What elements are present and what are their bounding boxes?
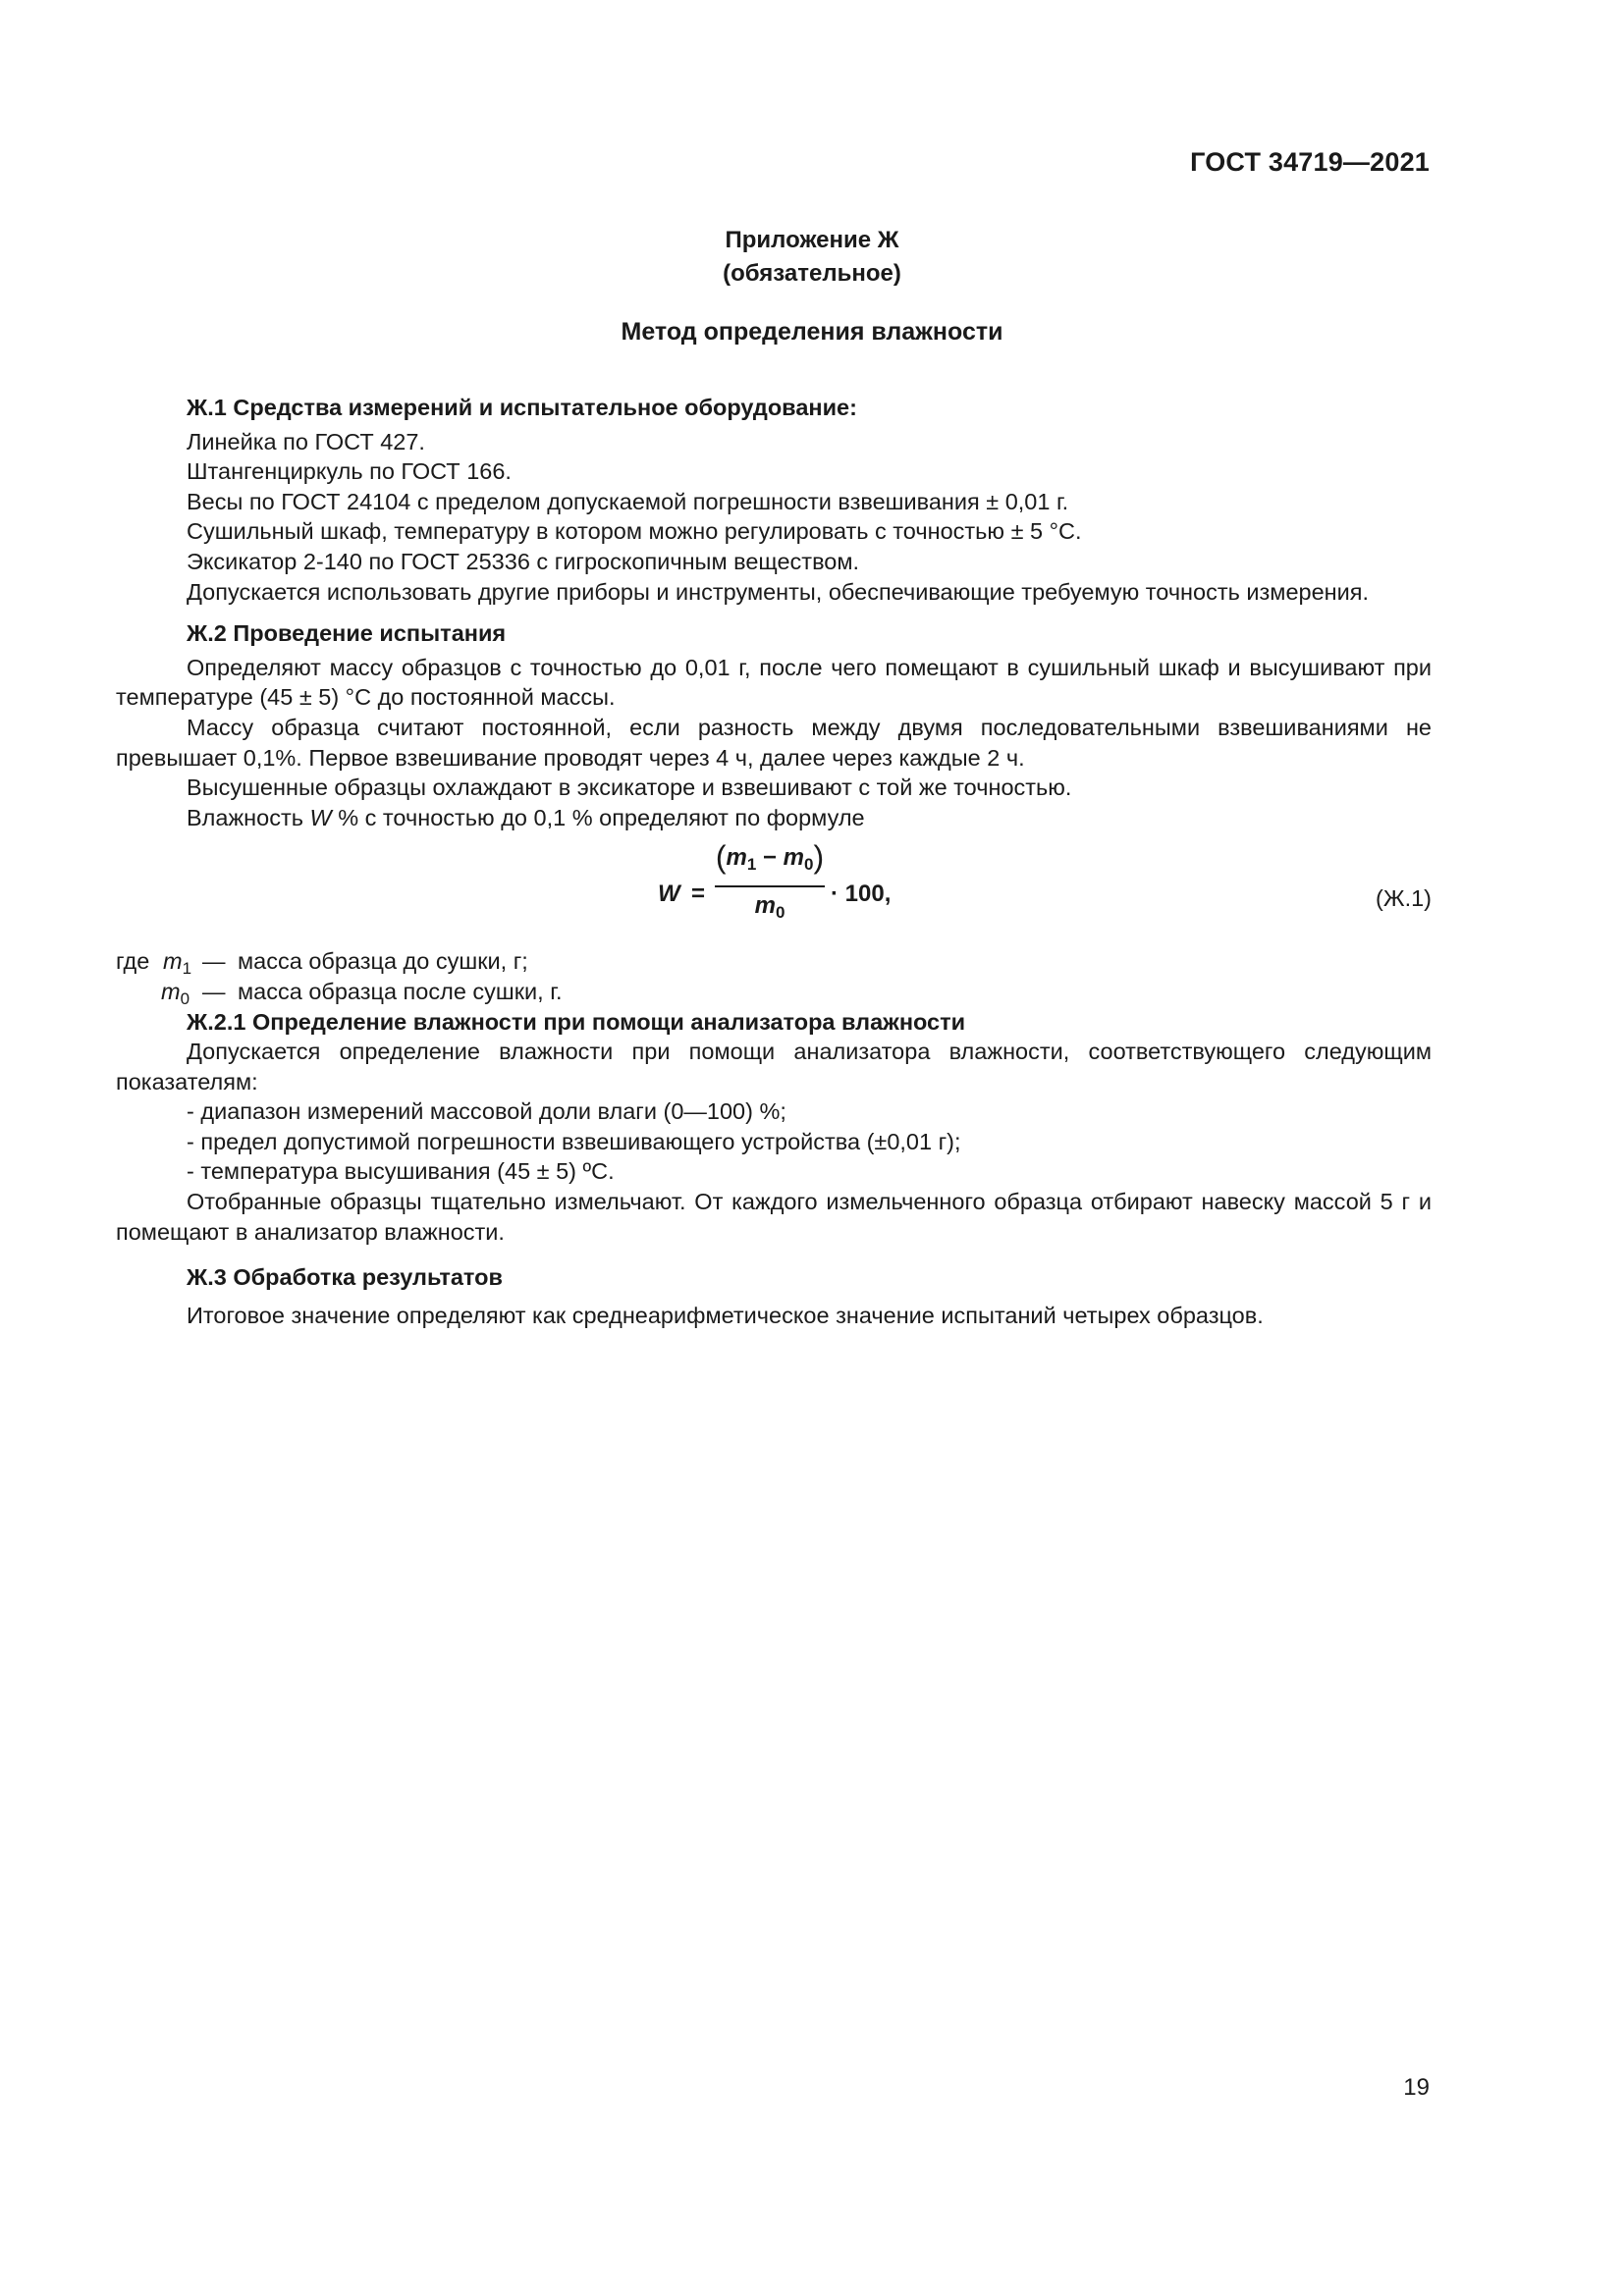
section-2-paragraph-2: Массу образца считают постоянной, если разность между двумя последовательными взвешиваниями не превышает 0,1%. Первое взвешивание проводят через 4 ч, далее через каждые 2 ч. [116, 714, 1432, 771]
legend-row-m1 [116, 946, 1432, 977]
list-item: Эксикатор 2-140 по ГОСТ 25336 с гигроскопичным веществом. [187, 548, 860, 574]
list-item: Весы по ГОСТ 24104 с пределом допускаемой погрешности взвешивания ± 0,01 г. [187, 488, 1069, 514]
legend-variable: $m_0$ [161, 978, 190, 1008]
formula-lhs: W [658, 881, 680, 908]
document-title: Метод определения влажности [621, 318, 1003, 346]
section-3-paragraph-1: Итоговое значение определяют как среднеарифметическое значение испытаний четырех образцов. [187, 1302, 1264, 1328]
paragraph-text: Влажность [187, 804, 310, 830]
section-2-paragraph-3: Высушенные образцы охлаждают в эксикаторе и взвешивают с той же точностью. [187, 774, 1072, 801]
legend-description: масса образца до сушки, г; [238, 948, 528, 975]
formula-denominator: $m_0$ [754, 892, 785, 923]
legend-row-m0 [116, 977, 1432, 1007]
list-item: Допускается использовать другие приборы и инструменты, обеспечивающие требуемую точность измерения. [187, 578, 1370, 605]
page-number: 19 [1403, 2074, 1430, 2101]
formula-number: (Ж.1) [1376, 885, 1432, 912]
section-2-paragraph-1: Определяют массу образцов с точностью до 0,01 г, после чего помещают в сушильный шкаф и высушивают при температуре (45 ± 5) °С до постоянной массы. [116, 654, 1432, 711]
section-2-1-paragraph-2: Отобранные образцы тщательно измельчают. От каждого измельченного образца отбирают навеску массой 5 г и помещают в анализатор влажности. [116, 1189, 1432, 1245]
section-1-list [116, 427, 1432, 608]
formula-numerator: $(m_1 - m_0)$ [715, 839, 825, 876]
section-2-1-heading: Ж.2.1 Определение влажности при помощи анализатора влажности [187, 1008, 966, 1035]
list-item: - диапазон измерений массовой доли влаги (0—100) %; [187, 1098, 786, 1125]
section-3-heading: Ж.3 Обработка результатов [187, 1264, 503, 1291]
formula-equals: = [691, 881, 706, 908]
list-item: - температура высушивания (45 ± 5) ºС. [187, 1158, 615, 1185]
variable-w: W [309, 804, 332, 830]
legend-lead: где [116, 948, 150, 975]
legend-description: масса образца после сушки, г. [238, 978, 563, 1004]
section-2-1-paragraph-1: Допускается определение влажности при помощи анализатора влажности, соответствующего следующим показателям: [116, 1039, 1432, 1095]
list-item: Сушильный шкаф, температуру в котором можно регулировать с точностью ± 5 °С. [187, 518, 1082, 545]
legend-dash: — [202, 978, 226, 1004]
annex-status: (обязательное) [723, 260, 901, 287]
list-item: Линейка по ГОСТ 427. [187, 428, 425, 454]
paragraph-text: % с точностью до 0,1 % определяют по формуле [331, 804, 865, 830]
list-item: Штангенциркуль по ГОСТ 166. [187, 458, 512, 485]
legend-variable: $m_1$ [163, 948, 192, 979]
section-2-heading: Ж.2 Проведение испытания [187, 620, 507, 647]
document-code: ГОСТ 34719—2021 [1190, 147, 1430, 177]
annex-title: Приложение Ж [725, 227, 899, 253]
formula-multiplier: · 100, [831, 881, 892, 908]
section-2-paragraph-4 [116, 803, 1432, 833]
annex-heading [0, 224, 1624, 291]
formula-row [116, 836, 1432, 946]
section-1-heading: Ж.1 Средства измерений и испытательное оборудование: [187, 395, 857, 420]
list-item: - предел допустимой погрешности взвешивающего устройства (±0,01 г); [187, 1128, 961, 1154]
document-body [116, 393, 1432, 1330]
fraction-bar [715, 885, 825, 887]
legend-dash: — [202, 948, 226, 975]
formula-legend [116, 946, 1432, 1006]
